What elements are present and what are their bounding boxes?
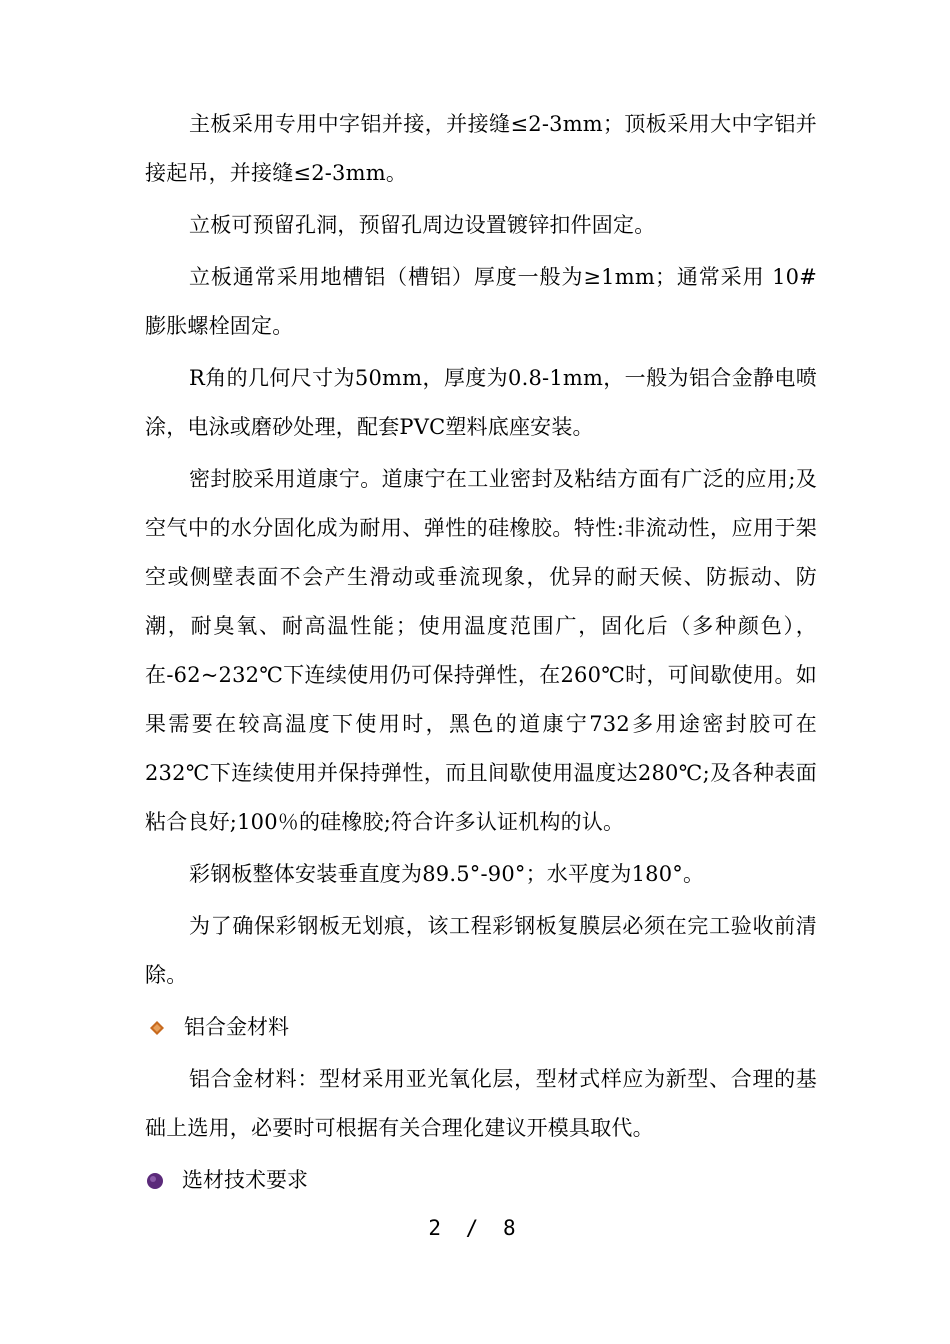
section-heading-aluminum-text: 铝合金材料: [184, 1015, 289, 1039]
purple-circle-bullet-icon: [145, 1171, 165, 1191]
paragraph-verticality: 彩钢板整体安装垂直度为89.5°-90°；水平度为180°。: [189, 862, 705, 886]
paragraph-standing-board-holes: 立板可预留孔洞，预留孔周边设置镀锌扣件固定。: [189, 213, 656, 237]
paragraph-r-corner: R角的几何尺寸为50mm，厚度为0.8-1mm，一般为铝合金静电喷涂，电泳或磨砂处理，配套PVC塑料底座安装。: [145, 366, 817, 439]
page-number: 2 / 8: [428, 1216, 522, 1240]
section-heading-material-requirements-text: 选材技术要求: [182, 1168, 308, 1192]
section-heading-aluminum: [145, 1003, 817, 1052]
section-heading-material-requirements: [145, 1156, 817, 1205]
document-body: [145, 100, 817, 1205]
paragraph-sealant: 密封胶采用道康宁。道康宁在工业密封及粘结方面有广泛的应用;及空气中的水分固化成为耐用、弹性的硅橡胶。特性:非流动性，应用于架空或侧壁表面不会产生滑动或垂流现象，优异的耐天候、防振动、防潮，耐臭氧、耐高温性能；使用温度范围广，固化后（多种颜色），在-62~232℃下连续使用仍可保持弹性，在260℃时，可间歇使用。如果需要在较高温度下使用时，黑色的道康宁732多用途密封胶可在232℃下连续使用并保持弹性，而且间歇使用温度达280℃;及各种表面粘合良好;100％的硅橡胶;符合许多认证机构的认。: [145, 467, 817, 834]
orange-diamond-bullet-icon: [147, 1018, 167, 1038]
paragraph-main-board: 主板采用专用中字铝并接，并接缝≤2-3mm；顶板采用大中字铝并接起吊，并接缝≤2-3mm。: [145, 112, 817, 185]
paragraph-floor-channel: 立板通常采用地槽铝（槽铝）厚度一般为≥1mm；通常采用 10#膨胀螺栓固定。: [145, 265, 817, 338]
paragraph-film-removal: 为了确保彩钢板无划痕，该工程彩钢板复膜层必须在完工验收前清除。: [145, 914, 817, 987]
paragraph-aluminum-material: 铝合金材料：型材采用亚光氧化层，型材式样应为新型、合理的基础上选用，必要时可根据有关合理化建议开模具取代。: [145, 1067, 817, 1140]
